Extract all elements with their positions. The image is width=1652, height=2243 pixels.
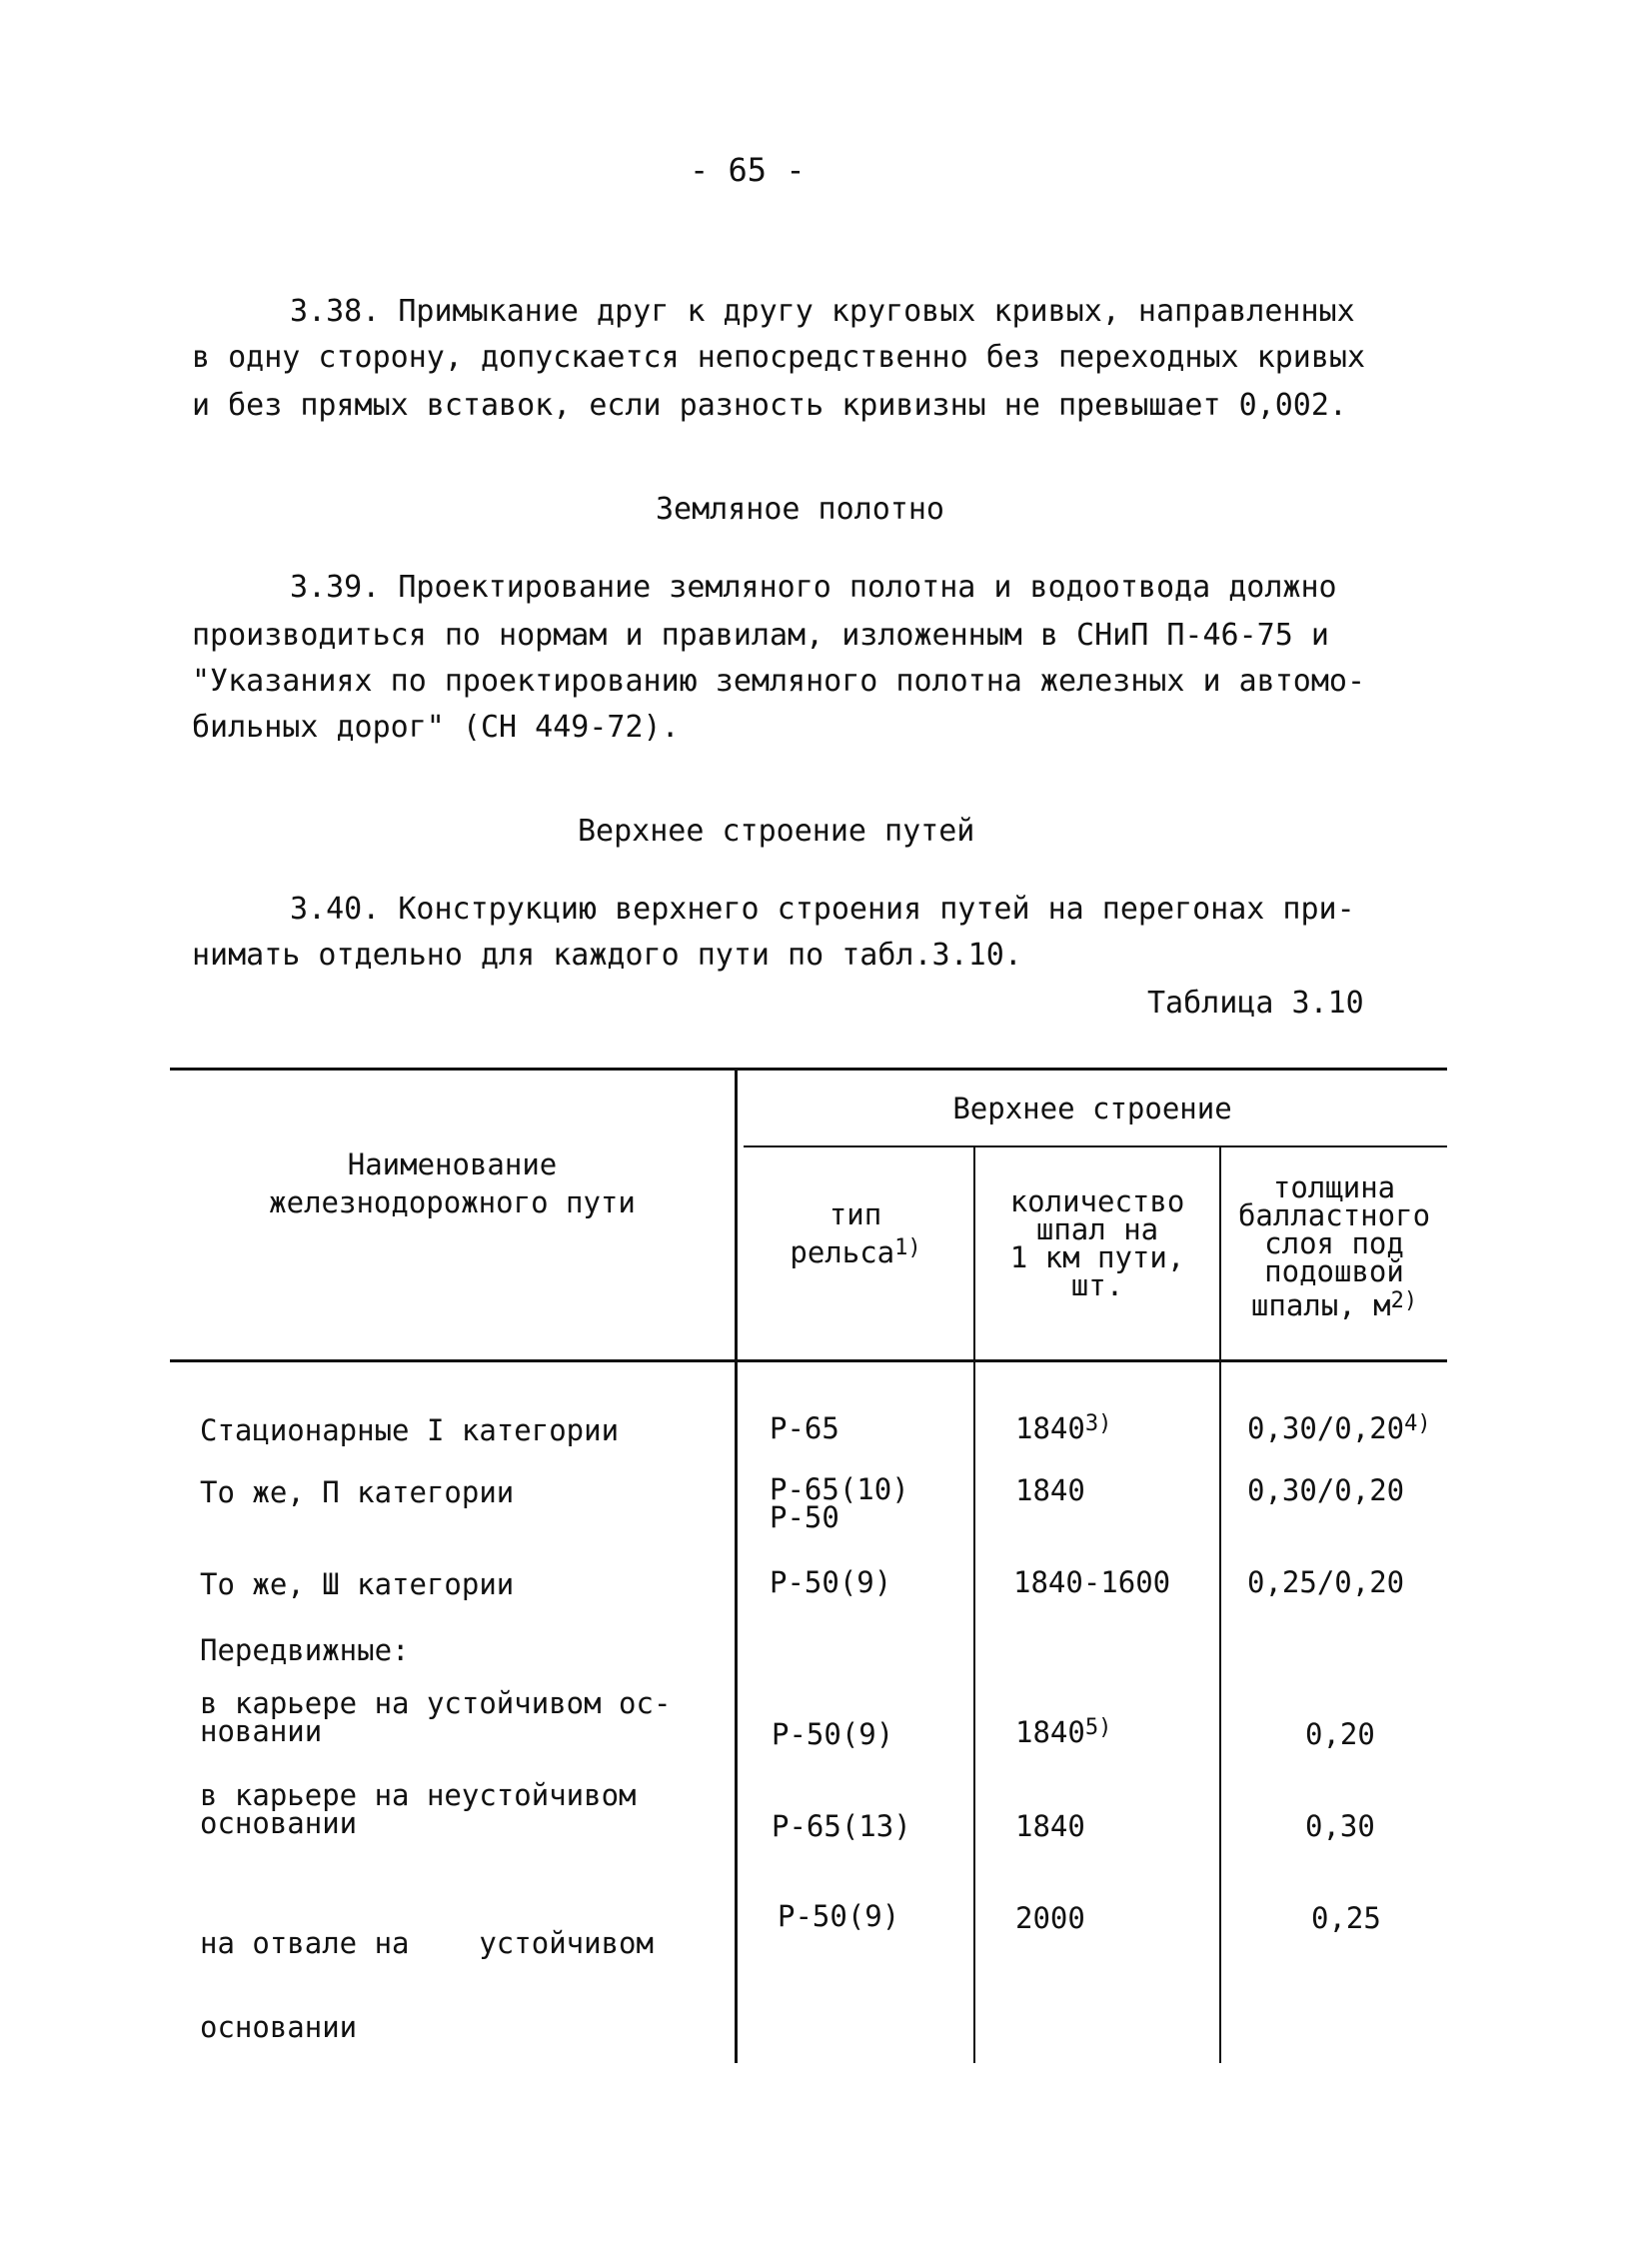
text-line: "Указаниях по проектированию земляного полотна железных и автомо- <box>192 664 1365 699</box>
header-line: 1 км пути, <box>1009 1240 1185 1274</box>
row-rail: Р-50(9) <box>770 1565 892 1599</box>
header-line: толщина <box>1272 1170 1396 1204</box>
row-sleepers <box>1015 1717 1111 1747</box>
value: 1840 <box>1015 1715 1085 1749</box>
section-heading-earthwork: Земляное полотно <box>656 492 944 527</box>
text-line: 3.40. Конструкцию верхнего строения путей на перегонах при- <box>290 892 1355 927</box>
header-line: шпал на <box>1035 1212 1159 1246</box>
row-sleepers <box>1015 1413 1111 1443</box>
row-name: То же, Ш категории <box>200 1567 515 1601</box>
group-header-rule <box>744 1145 1447 1147</box>
header-bottom-rule <box>170 1359 1447 1362</box>
header-line: Наименование <box>347 1147 558 1181</box>
row-sleepers: 1840 <box>1015 1809 1085 1843</box>
table-caption: Таблица 3.10 <box>1147 986 1364 1021</box>
value: 1840 <box>1015 1411 1085 1445</box>
text-line: нимать отдельно для каждого пути по табл.3.10. <box>192 938 1022 973</box>
text-line: 3.39. Проектирование земляного полотна и водоотвода должно <box>290 570 1337 605</box>
row-rail <box>770 1472 909 1534</box>
column-header-sleepers <box>975 1184 1219 1302</box>
row-ballast: 0,30 <box>1305 1809 1375 1843</box>
group-header-upper-structure: Верхнее строение <box>952 1092 1232 1125</box>
footnote-mark: 2) <box>1390 1288 1418 1313</box>
value: в карьере на неустойчивом <box>200 1778 637 1812</box>
text-line: бильных дорог" (СН 449-72). <box>192 710 680 745</box>
footnote-mark: 5) <box>1084 1715 1112 1740</box>
row-sleepers: 2000 <box>1015 1901 1085 1935</box>
section-heading-track: Верхнее строение путей <box>578 814 975 849</box>
row-ballast: 0,25/0,20 <box>1247 1565 1405 1599</box>
column-header-rail-type <box>738 1199 973 1267</box>
row-sleepers: 1840 <box>1015 1473 1085 1507</box>
text-line: производиться по нормам и правилам, изложенным в СНиП П-46-75 и <box>192 618 1329 653</box>
text-line: в одну сторону, допускается непосредственно без переходных кривых <box>192 340 1365 375</box>
value: в карьере на устойчивом ос- <box>200 1686 672 1720</box>
column-header-name <box>170 1149 735 1217</box>
table-top-rule <box>170 1068 1447 1071</box>
row-ballast: 0,20 <box>1305 1717 1375 1751</box>
footnote-mark: 4) <box>1404 1411 1431 1436</box>
header-line: шт. <box>1070 1268 1124 1302</box>
row-ballast <box>1247 1413 1431 1443</box>
row-ballast: 0,25 <box>1311 1901 1381 1935</box>
header-line: рельса <box>790 1235 895 1269</box>
row-rail: Р-65 <box>770 1411 839 1445</box>
row-name: Передвижные: <box>200 1633 410 1667</box>
column-header-ballast <box>1221 1170 1447 1322</box>
header-line: слоя под <box>1264 1226 1404 1260</box>
header-line: тип <box>828 1197 882 1231</box>
value: 0,30/0,20 <box>1247 1411 1405 1445</box>
header-line: шпалы, м <box>1250 1288 1391 1322</box>
row-rail: Р-50(9) <box>778 1899 900 1933</box>
text-line: 3.38. Примыкание друг к другу круговых кривых, направленных <box>290 294 1355 329</box>
row-rail: Р-65(13) <box>772 1809 911 1843</box>
row-name <box>200 1778 637 1840</box>
row-name <box>200 1686 672 1748</box>
row-name <box>200 1873 654 2097</box>
header-line: количество <box>1009 1184 1185 1218</box>
value: Р-65(10) <box>770 1472 909 1506</box>
row-sleepers: 1840-1600 <box>1013 1565 1171 1599</box>
header-line: железнодорожного пути <box>269 1185 636 1219</box>
header-line: балластного <box>1237 1198 1431 1232</box>
row-rail: Р-50(9) <box>772 1717 894 1751</box>
value: новании <box>200 1714 323 1748</box>
row-name: То же, П категории <box>200 1475 515 1509</box>
header-line: подошвой <box>1264 1254 1404 1288</box>
value: основании <box>200 2010 358 2044</box>
footnote-mark: 1) <box>894 1235 921 1260</box>
value: Р-50 <box>770 1500 839 1534</box>
footnote-mark: 3) <box>1084 1411 1112 1436</box>
row-name: Стационарные I категории <box>200 1413 620 1447</box>
row-ballast: 0,30/0,20 <box>1247 1473 1405 1507</box>
value: на отвале на устойчивом <box>200 1926 654 1960</box>
value: основании <box>200 1806 358 1840</box>
text-line: и без прямых вставок, если разность кривизны не превышает 0,002. <box>192 388 1347 423</box>
page-number: - 65 - <box>690 151 806 189</box>
